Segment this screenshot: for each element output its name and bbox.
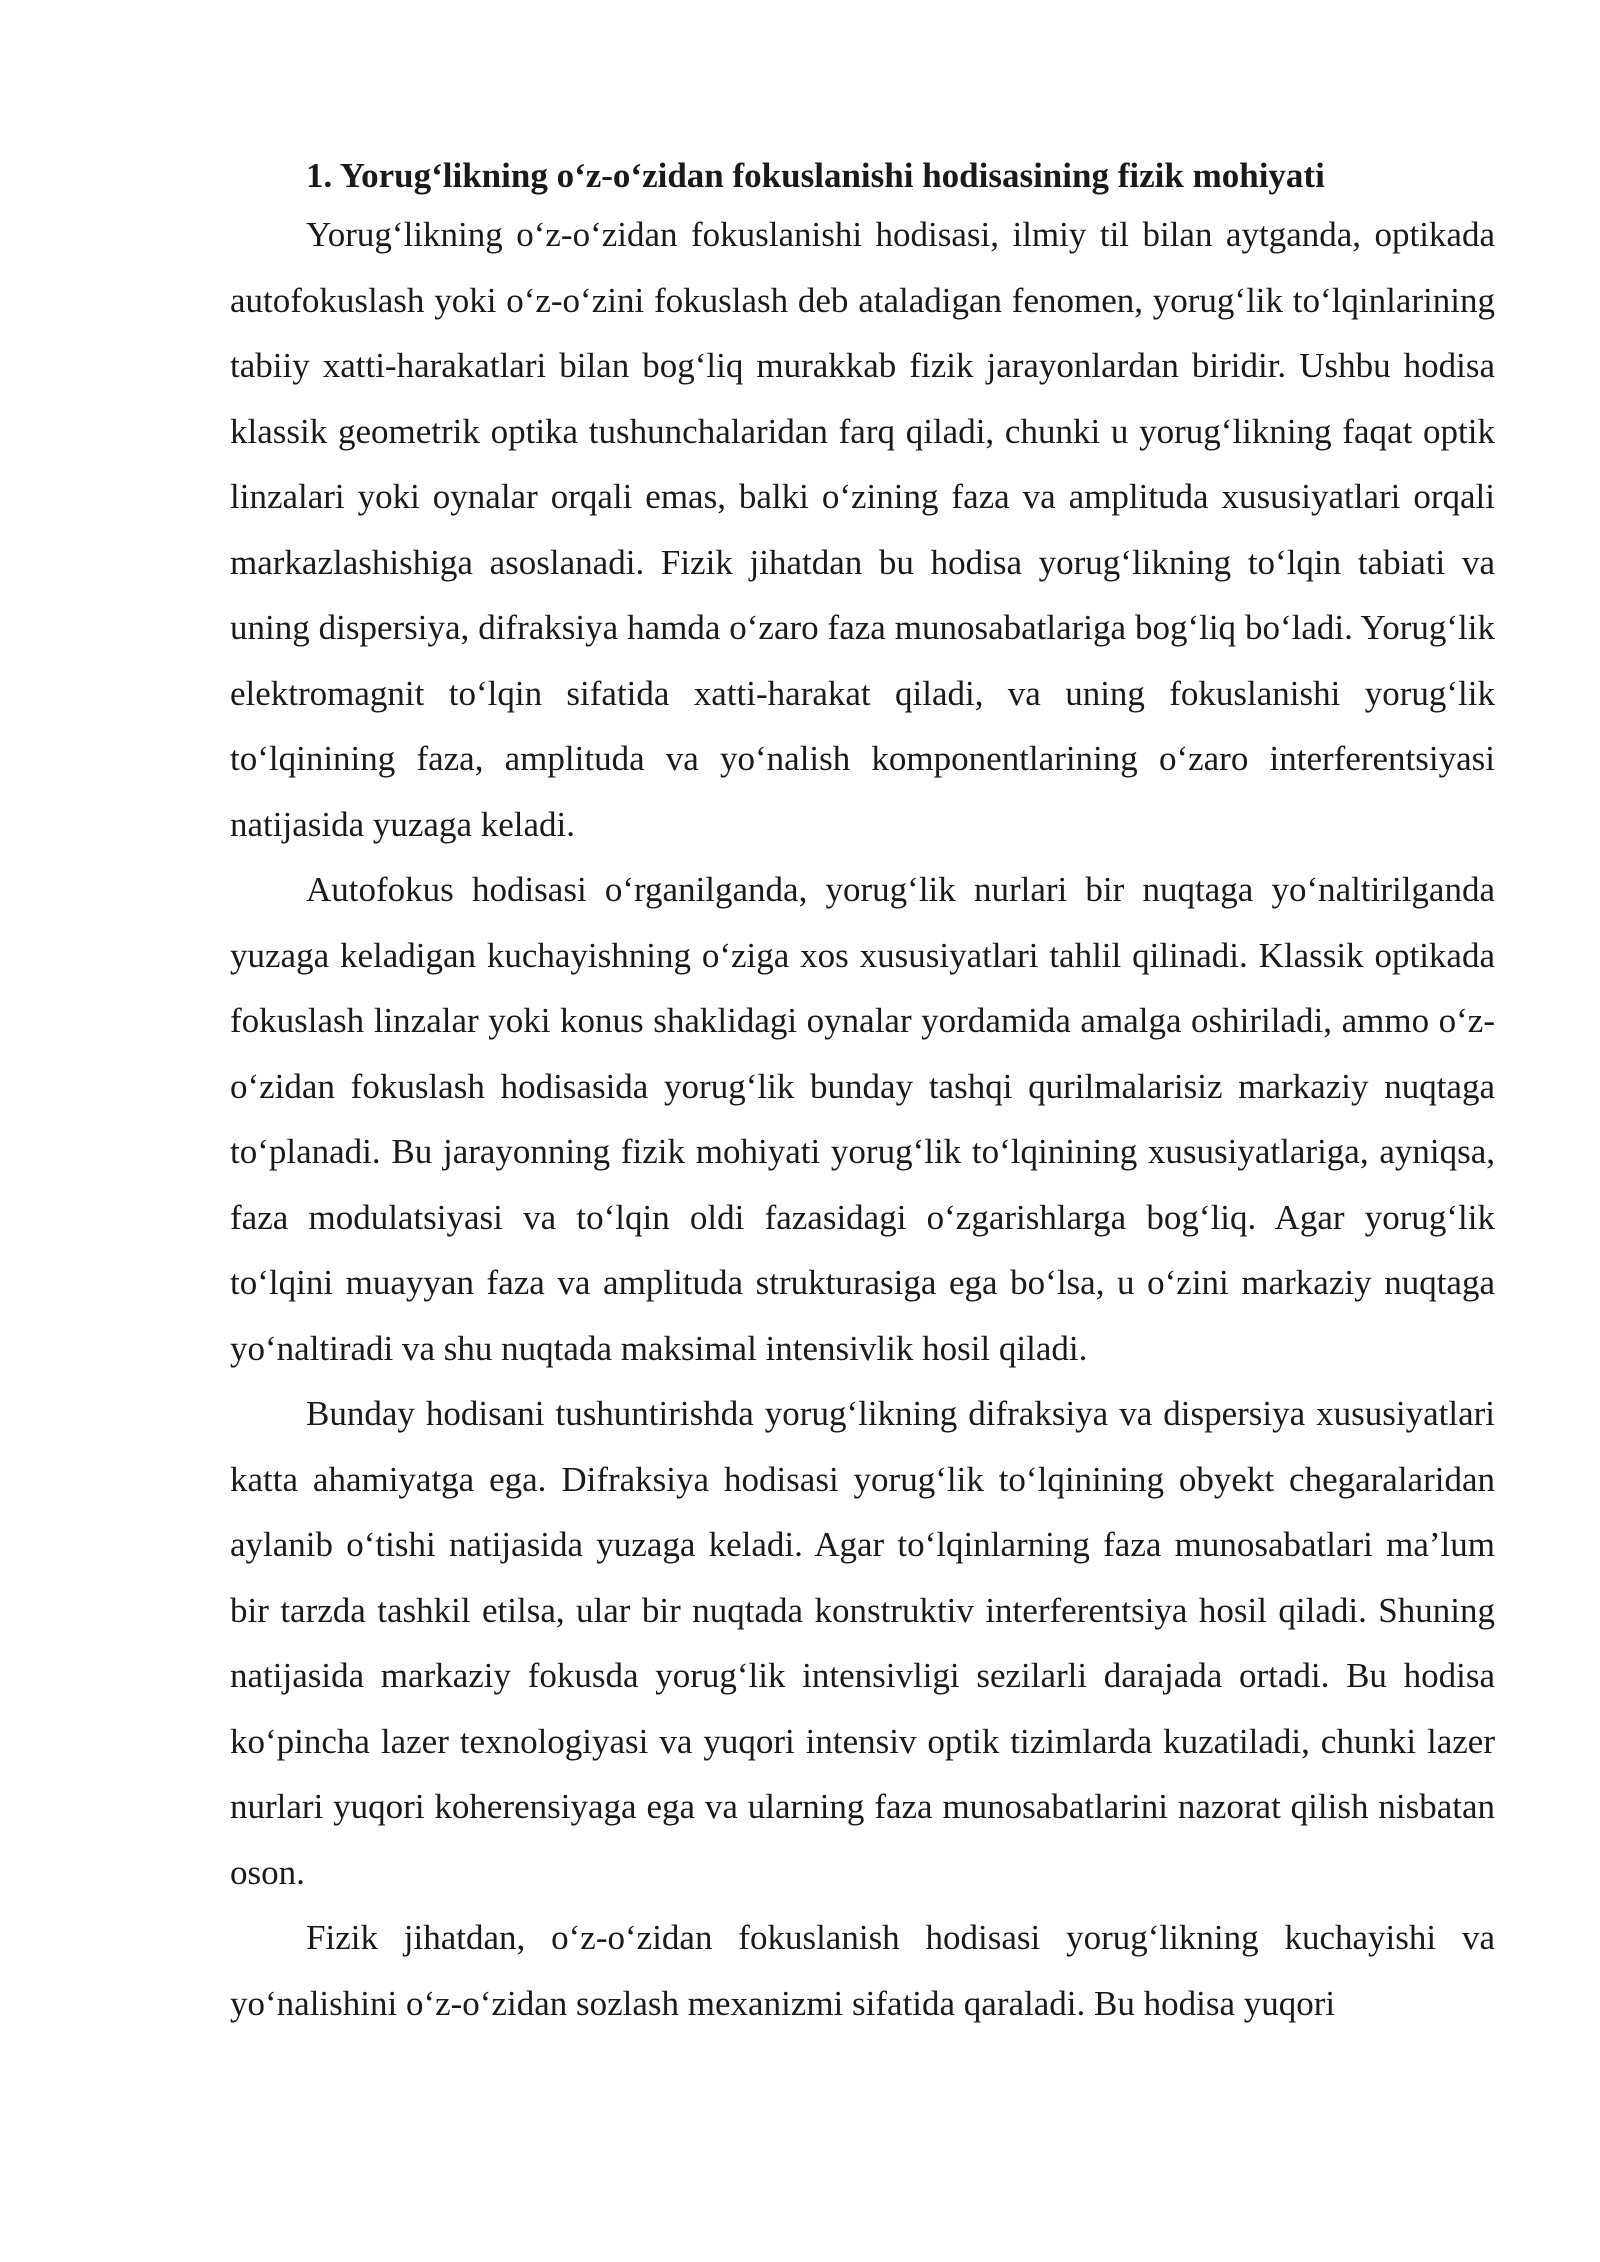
section-heading: 1. Yorug‘likning o‘z-o‘zidan fokuslanishi hodisasining fizik mohiyati [306, 156, 1325, 195]
document-body [230, 150, 1495, 2036]
paragraph-4: Fizik jihatdan, o‘z-o‘zidan fokuslanish hodisasi yorug‘likning kuchayishi va yo‘nalishini o‘z-o‘zidan sozlash mexanizmi sifatida qaraladi. Bu hodisa yuqori [230, 1918, 1495, 2023]
paragraph-1: Yorug‘likning o‘z-o‘zidan fokuslanishi hodisasi, ilmiy til bilan aytganda, optikada autofokuslash yoki o‘z-o‘zini fokuslash deb ataladigan fenomen, yorug‘lik to‘lqinlarining tabiiy xatti-harakatlari bilan bog‘liq murakkab fizik jarayonlardan biridir. Ushbu hodisa klassik geometrik optika tushunchalaridan farq qiladi, chunki u yorug‘likning faqat optik linzalari yoki oynalar orqali emas, balki o‘zining faza va amplituda xususiyatlari orqali markazlashishiga asoslanadi. Fizik jihatdan bu hodisa yorug‘likning to‘lqin tabiati va uning dispersiya, difraksiya hamda o‘zaro faza munosabatlariga bog‘liq bo‘ladi. Yorug‘lik elektromagnit to‘lqin sifatida xatti-harakat qiladi, va uning fokuslanishi yorug‘lik to‘lqinining faza, amplituda va yo‘nalish komponentlarining o‘zaro interferentsiyasi natijasida yuzaga keladi. [230, 215, 1495, 844]
paragraph-2: Autofokus hodisasi o‘rganilganda, yorug‘lik nurlari bir nuqtaga yo‘naltirilganda yuzaga keladigan kuchayishning o‘ziga xos xususiyatlari tahlil qilinadi. Klassik optikada fokuslash linzalar yoki konus shaklidagi oynalar yordamida amalga oshiriladi, ammo o‘z-o‘zidan fokuslash hodisasida yorug‘lik bunday tashqi qurilmalarisiz markaziy nuqtaga to‘planadi. Bu jarayonning fizik mohiyati yorug‘lik to‘lqinining xususiyatlariga, ayniqsa, faza modulatsiyasi va to‘lqin oldi fazasidagi o‘zgarishlarga bog‘liq. Agar yorug‘lik to‘lqini muayyan faza va amplituda strukturasiga ega bo‘lsa, u o‘zini markaziy nuqtaga yo‘naltiradi va shu nuqtada maksimal intensivlik hosil qiladi. [230, 870, 1495, 1368]
paragraph-3: Bunday hodisani tushuntirishda yorug‘likning difraksiya va dispersiya xususiyatlari katta ahamiyatga ega. Difraksiya hodisasi yorug‘lik to‘lqinining obyekt chegaralaridan aylanib o‘tishi natijasida yuzaga keladi. Agar to‘lqinlarning faza munosabatlari ma’lum bir tarzda tashkil etilsa, ular bir nuqtada konstruktiv interferentsiya hosil qiladi. Shuning natijasida markaziy fokusda yorug‘lik intensivligi sezilarli darajada ortadi. Bu hodisa ko‘pincha lazer texnologiyasi va yuqori intensiv optik tizimlarda kuzatiladi, chunki lazer nurlari yuqori koherensiyaga ega va ularning faza munosabatlarini nazorat qilish nisbatan oson. [230, 1394, 1495, 1892]
